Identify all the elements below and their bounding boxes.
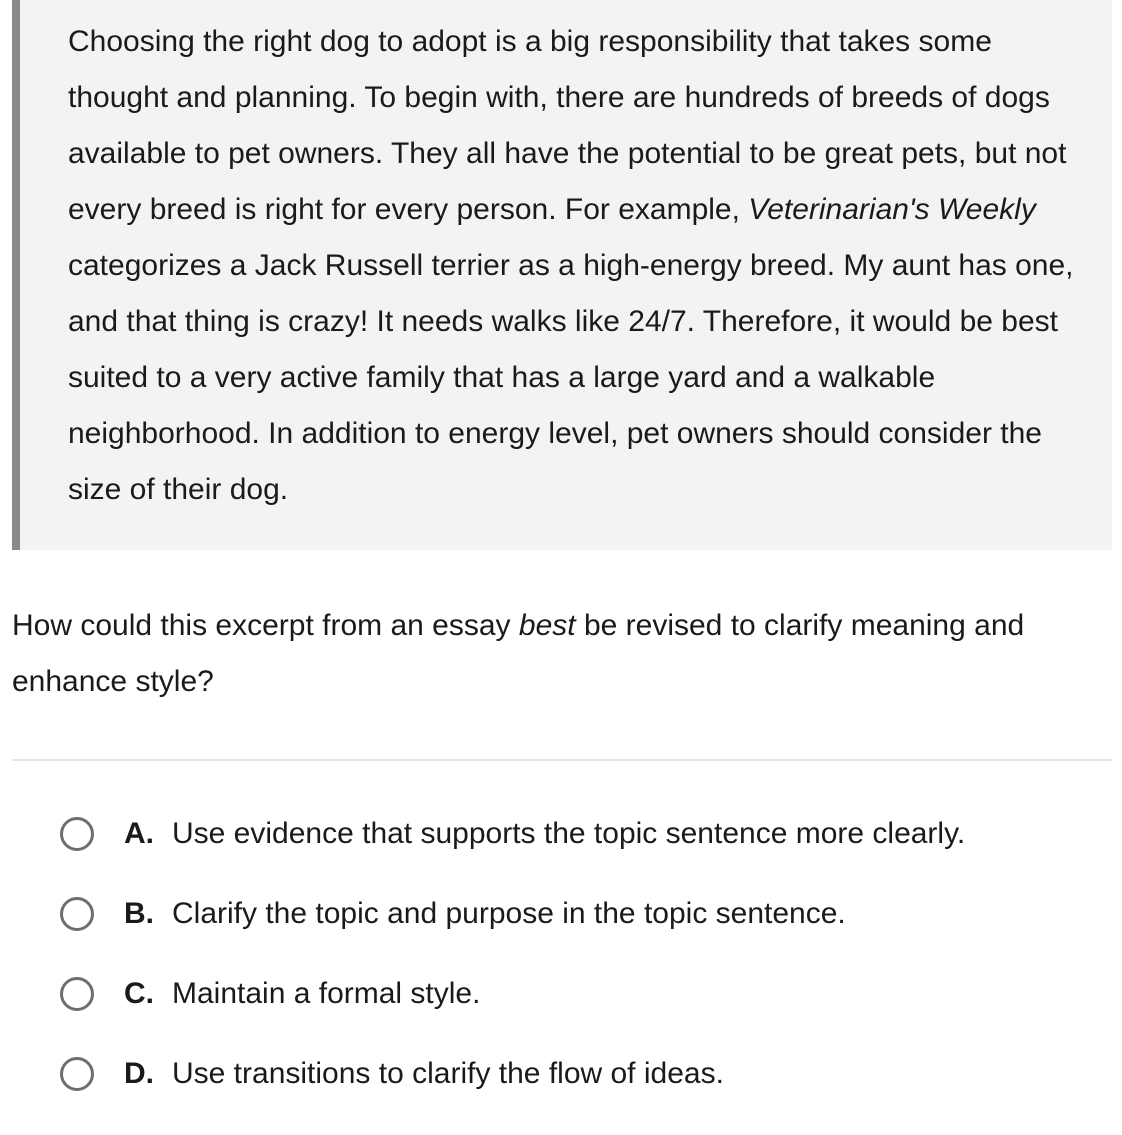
option-text-c: Maintain a formal style. [172,977,481,1010]
passage-text-part-1: Choosing the right dog to adopt is a big responsibility that takes some thought and planning. To begin with, there are hundreds of breeds of dogs available to pet owners. They all have the potential to be great pets, but not every breed is right for every person. For example, [68,25,1067,226]
passage-text-part-2: categorizes a Jack Russell terrier as a high-energy breed. My aunt has one, and that thing is crazy! It needs walks like 24/7. Therefore, it would be best suited to a very active family that has a large yard and a walkable neighborhood. In addition to energy level, pet owners should consider the size of their dog. [68,249,1074,506]
option-letter-a: A. [124,817,154,850]
option-letter-c: C. [124,977,154,1010]
option-text-a: Use evidence that supports the topic sentence more clearly. [172,817,966,850]
radio-button-a[interactable] [60,817,94,851]
radio-button-c[interactable] [60,977,94,1011]
question-emphasis: best [518,609,576,642]
passage-text [68,14,1078,518]
passage-block [12,0,1112,550]
option-c[interactable] [60,964,480,1024]
radio-button-b[interactable] [60,897,94,931]
option-a[interactable] [60,804,965,864]
option-letter-b: B. [124,897,154,930]
option-text-b: Clarify the topic and purpose in the topic sentence. [172,897,846,930]
option-b[interactable] [60,884,846,944]
radio-button-d[interactable] [60,1057,94,1091]
option-d[interactable] [60,1044,724,1104]
question-prompt [12,598,1112,710]
question-text-start: How could this excerpt from an essay [12,609,519,642]
divider [12,759,1112,761]
publication-title: Veterinarian's Weekly [748,193,1036,226]
option-text-d: Use transitions to clarify the flow of ideas. [172,1057,724,1090]
question-text-end: be revised to clarify meaning and enhance style? [12,609,1025,698]
option-letter-d: D. [124,1057,154,1090]
